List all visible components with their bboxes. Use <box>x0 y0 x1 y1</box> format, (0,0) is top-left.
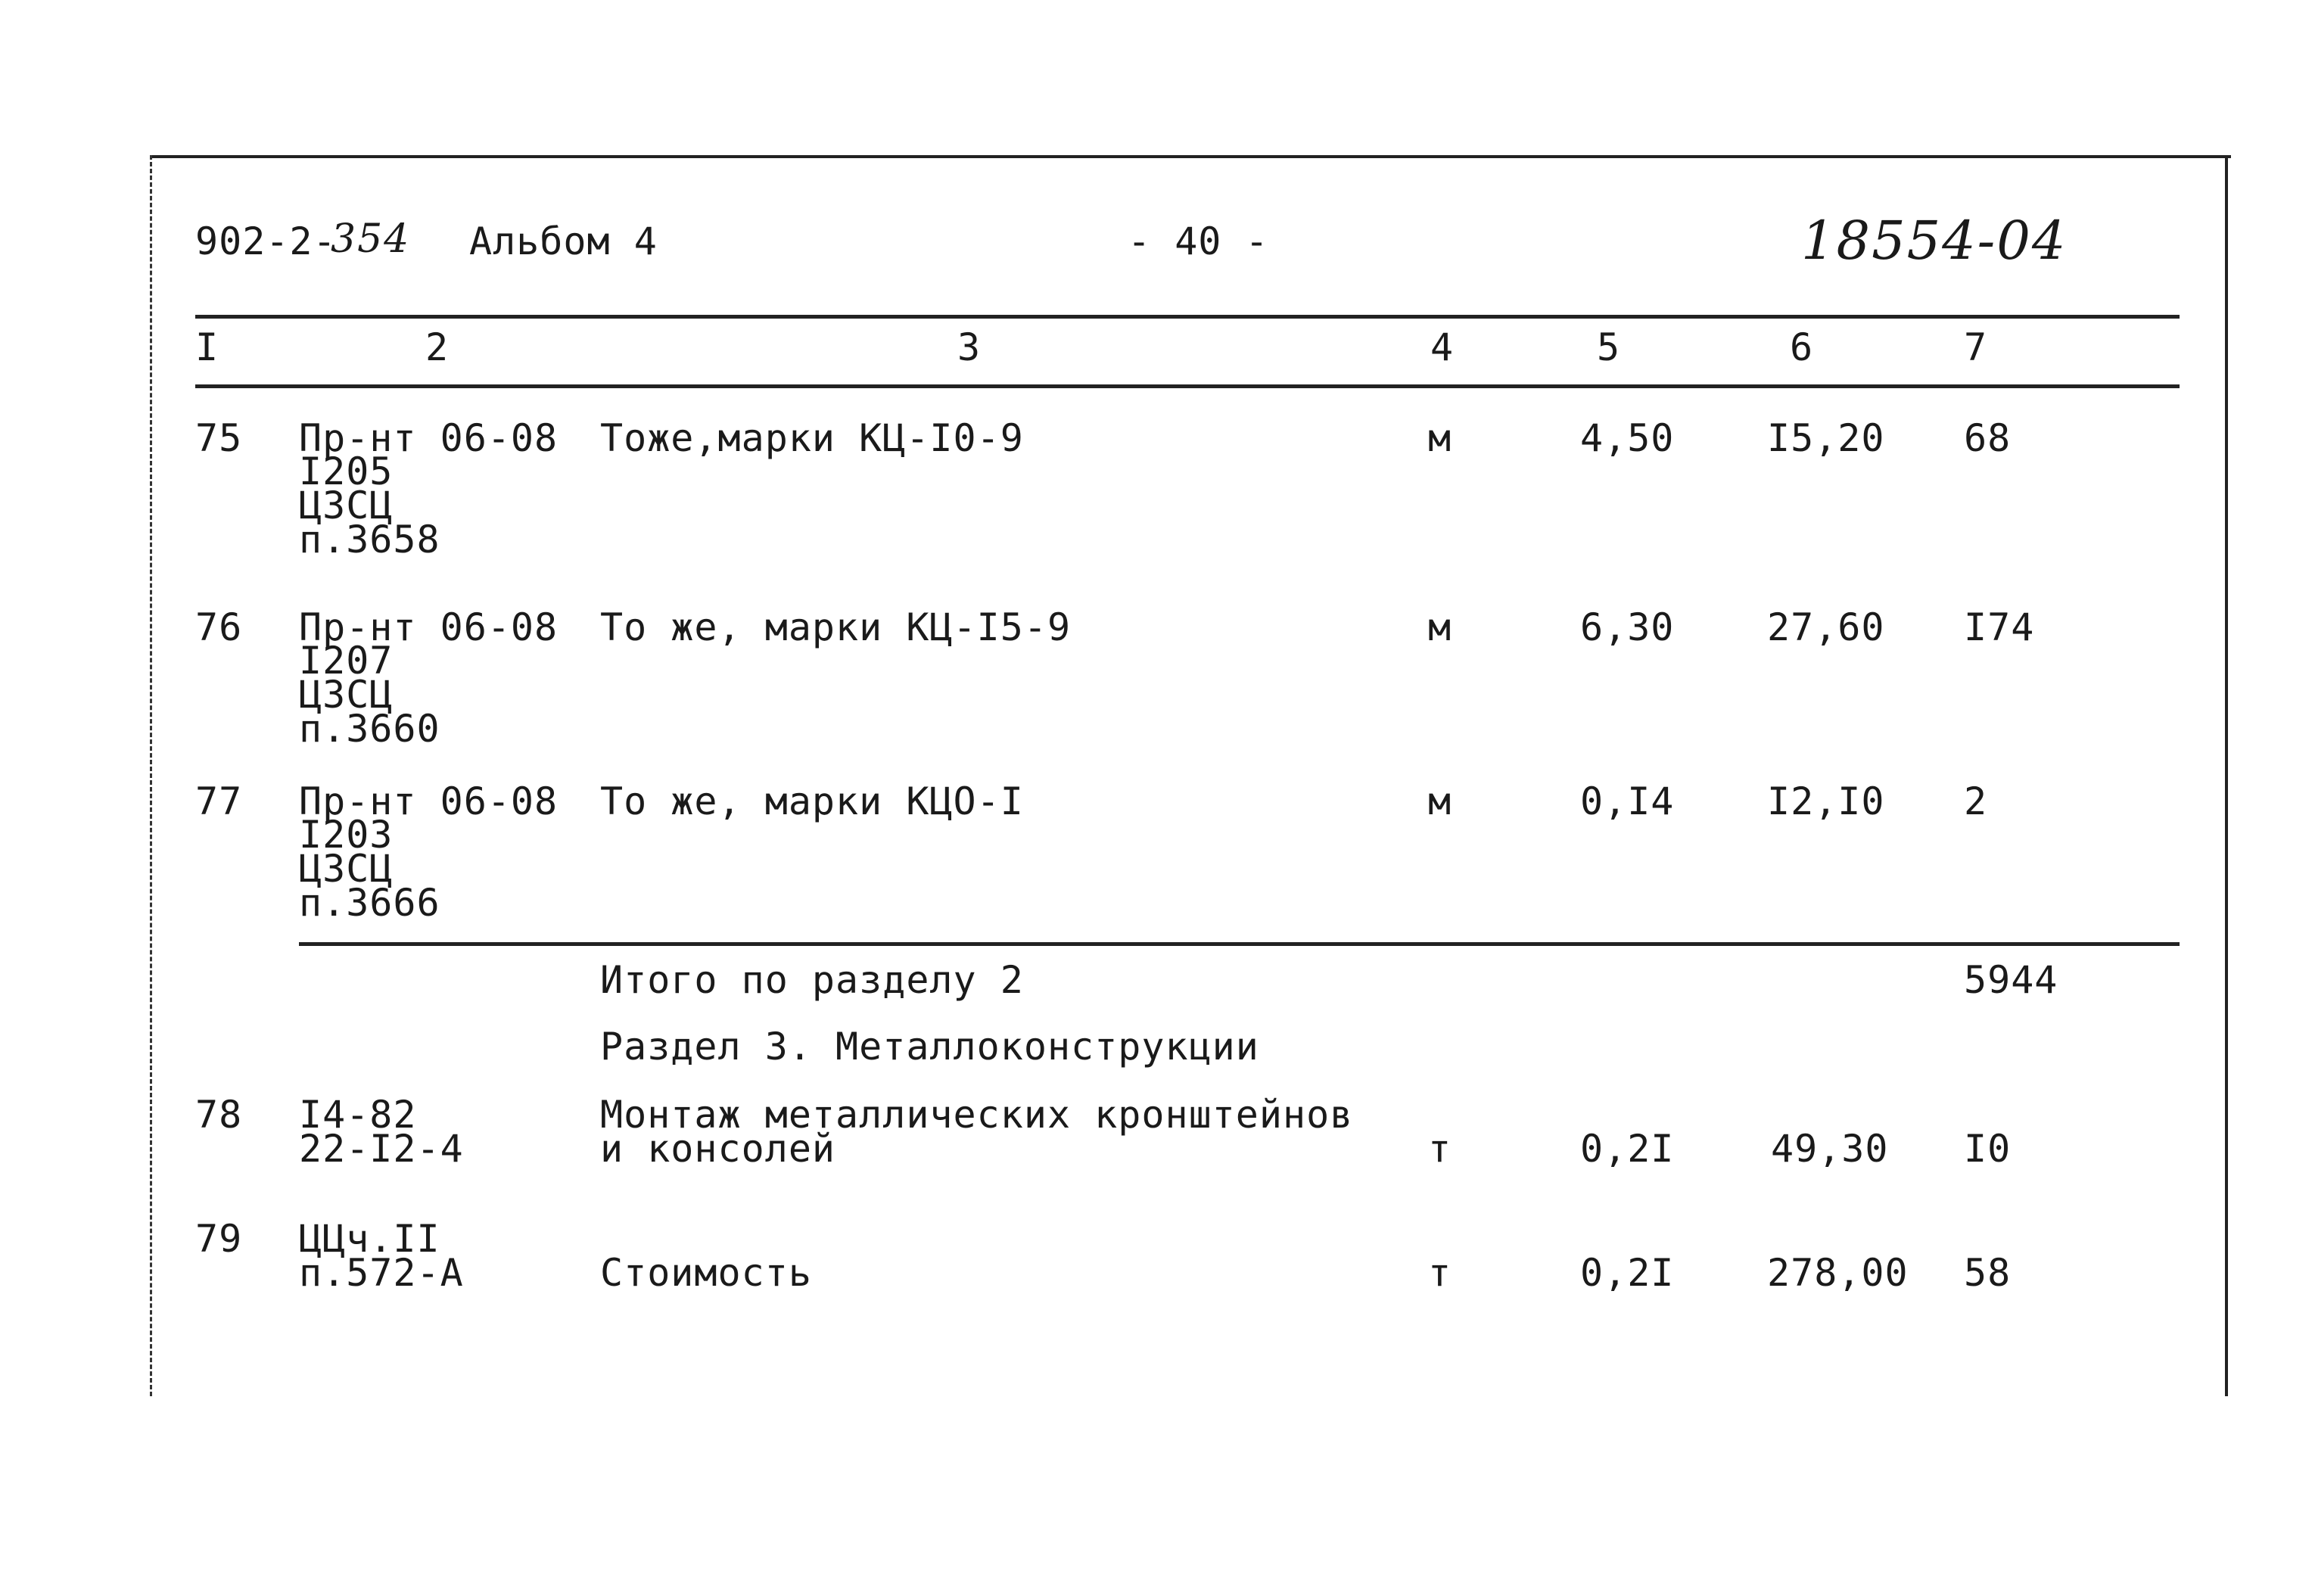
row-unit: м <box>1428 605 1452 649</box>
row-description: и консолей <box>600 1127 836 1171</box>
row-ref-line: ЦЗСЦ <box>299 673 394 717</box>
row-description: Тоже,марки КЦ-I0-9 <box>600 416 1024 460</box>
row-ref-line: п.3658 <box>299 518 440 562</box>
frame-top-border <box>151 155 2231 158</box>
row-ref-line: I203 <box>299 813 394 857</box>
frame-left-border <box>150 155 152 1396</box>
row-ref-line: Пр-нт 06-08 <box>299 605 559 649</box>
row-price: 278,00 <box>1767 1251 1909 1295</box>
row-ref-line: ЦЦч.II <box>299 1217 440 1261</box>
row-price: I5,20 <box>1767 416 1885 460</box>
row-number: 75 <box>195 416 243 460</box>
column-header-3: 3 <box>957 325 982 369</box>
row-ref-line: I205 <box>299 450 394 493</box>
row-description: То же, марки КЦ-I5-9 <box>600 605 1072 649</box>
stamp-number-handwritten: 18554-04 <box>1801 210 2068 272</box>
row-unit: м <box>1428 779 1452 823</box>
row-price: I2,I0 <box>1767 779 1885 823</box>
row-ref-line: п.572-А <box>299 1251 464 1295</box>
row-description: Стоимость <box>600 1251 812 1295</box>
row-total: I74 <box>1964 605 2035 649</box>
row-unit: м <box>1428 416 1452 460</box>
album-label: Альбом 4 <box>469 219 658 263</box>
row-quantity: 0,2I <box>1580 1251 1675 1295</box>
row-quantity: 6,30 <box>1580 605 1675 649</box>
header-bottom-rule <box>195 384 2180 388</box>
column-header-5: 5 <box>1597 325 1621 369</box>
row-ref-line: 22-I2-4 <box>299 1127 464 1171</box>
frame-right-border <box>2225 155 2228 1396</box>
subtotal-value: 5944 <box>1964 958 2058 1002</box>
column-header-6: 6 <box>1790 325 1814 369</box>
row-total: 58 <box>1964 1251 2012 1295</box>
subtotal-label: Итого по разделу 2 <box>600 958 1024 1002</box>
column-header-1: I <box>195 325 219 369</box>
column-header-2: 2 <box>425 325 450 369</box>
row-ref-line: п.3666 <box>299 881 440 925</box>
row-price: 49,30 <box>1771 1127 1889 1171</box>
row-total: 2 <box>1964 779 1988 823</box>
row-number: 79 <box>195 1217 243 1261</box>
row-ref-line: ЦЗСЦ <box>299 847 394 891</box>
row-total: 68 <box>1964 416 2012 460</box>
row-number: 78 <box>195 1093 243 1137</box>
row-ref-line: ЦЗСЦ <box>299 484 394 527</box>
row-total: I0 <box>1964 1127 2012 1171</box>
page-number: - 40 - <box>1128 219 1269 263</box>
row-unit: т <box>1428 1251 1452 1295</box>
column-header-7: 7 <box>1964 325 1988 369</box>
row-quantity: 4,50 <box>1580 416 1675 460</box>
row-quantity: 0,I4 <box>1580 779 1675 823</box>
row-number: 77 <box>195 779 243 823</box>
row-ref-line: I207 <box>299 639 394 683</box>
row-ref-line: I4-82 <box>299 1093 417 1137</box>
row-unit: т <box>1428 1127 1452 1171</box>
row-quantity: 0,2I <box>1580 1127 1675 1171</box>
doc-prefix: 902-2- <box>195 219 337 263</box>
row-ref-line: Пр-нт 06-08 <box>299 416 559 460</box>
row-description: То же, марки КЦО-I <box>600 779 1024 823</box>
column-header-4: 4 <box>1430 325 1455 369</box>
row-price: 27,60 <box>1767 605 1885 649</box>
subtotal-rule <box>299 942 2180 946</box>
row-number: 76 <box>195 605 243 649</box>
row-ref-line: п.3660 <box>299 707 440 751</box>
doc-number-handwritten: 354 <box>331 216 411 262</box>
row-ref-line: Пр-нт 06-08 <box>299 779 559 823</box>
header-top-rule <box>195 315 2180 319</box>
row-description: Монтаж металлических кронштейнов <box>600 1093 1354 1137</box>
section-title: Раздел 3. Металлоконструкции <box>600 1025 1259 1069</box>
